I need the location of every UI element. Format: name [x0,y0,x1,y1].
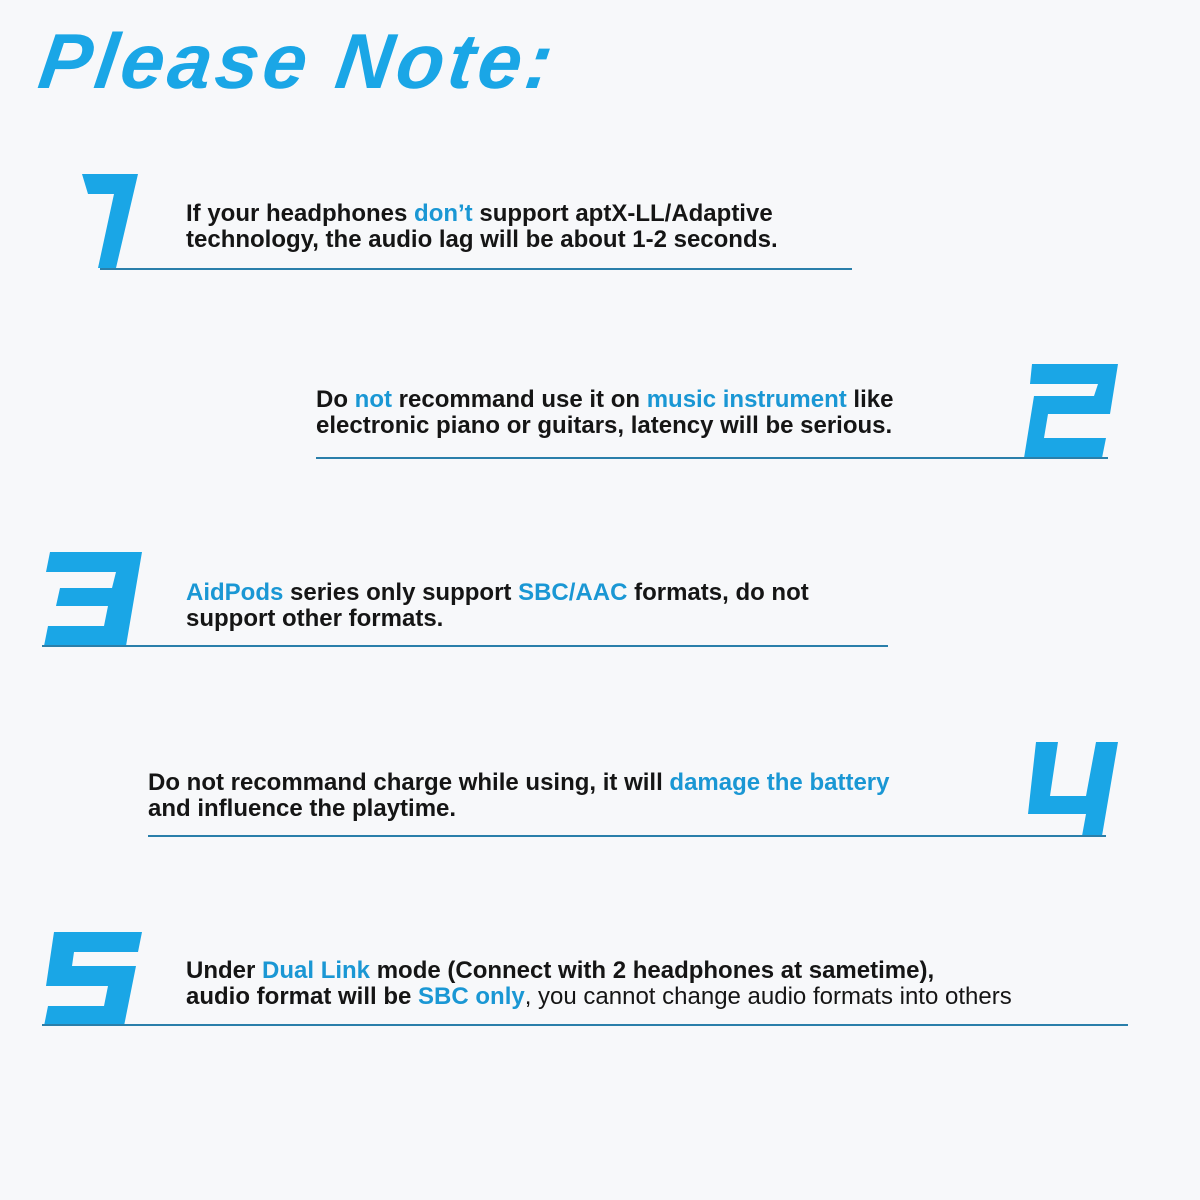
number-4-icon [1024,740,1120,838]
number-2-icon [1020,362,1120,460]
note-line [148,796,889,822]
body-text: Do not recommand charge while using, it will [148,769,670,796]
body-text: Do [316,386,355,413]
highlight-text: SBC/AAC [518,579,628,606]
note-line [186,958,1012,984]
body-text: , you cannot change audio formats into others [524,983,1012,1010]
body-text: If your headphones [186,200,415,227]
note-2-text [316,387,893,439]
highlight-text: AidPods [186,579,284,606]
body-text: like [846,386,894,413]
note-5-text [186,958,1012,1010]
note-5-divider [42,1024,1128,1026]
highlight-text: SBC only [418,983,525,1010]
note-line [316,413,893,439]
body-text: mode (Connect with 2 headphones at sametime), [370,957,935,984]
note-line [186,606,809,632]
note-4-divider [148,835,1106,837]
note-line [148,770,889,796]
body-text: support other formats. [186,605,444,632]
number-3-icon [42,550,144,648]
highlight-text: Dual Link [262,957,371,984]
body-text: support aptX-LL/Adaptive [472,200,773,227]
body-text: series only support [283,579,519,606]
body-text: electronic piano or guitars, latency will be serious. [316,412,893,439]
highlight-text: music instrument [646,386,847,413]
number-1-icon [78,172,142,270]
note-line [186,201,778,227]
highlight-text: damage the battery [669,769,890,796]
note-line [186,580,809,606]
highlight-text: don’t [414,200,473,227]
note-3-text [186,580,809,632]
number-5-icon [42,930,144,1028]
note-line [316,387,893,413]
body-text: Under [186,957,263,984]
body-text: and influence the playtime. [148,795,457,822]
note-1-text [186,201,778,253]
note-line [186,984,1012,1010]
highlight-text: not [354,386,392,413]
note-2-divider [316,457,1108,459]
body-text: technology, the audio lag will be about 1-2 seconds. [186,226,778,253]
body-text: audio format will be [186,983,419,1010]
page-title: Please Note: [33,17,563,105]
note-line [186,227,778,253]
note-3-divider [42,645,888,647]
body-text: formats, do not [627,579,809,606]
note-1-divider [100,268,852,270]
body-text: recommand use it on [391,386,647,413]
note-4-text [148,770,889,822]
